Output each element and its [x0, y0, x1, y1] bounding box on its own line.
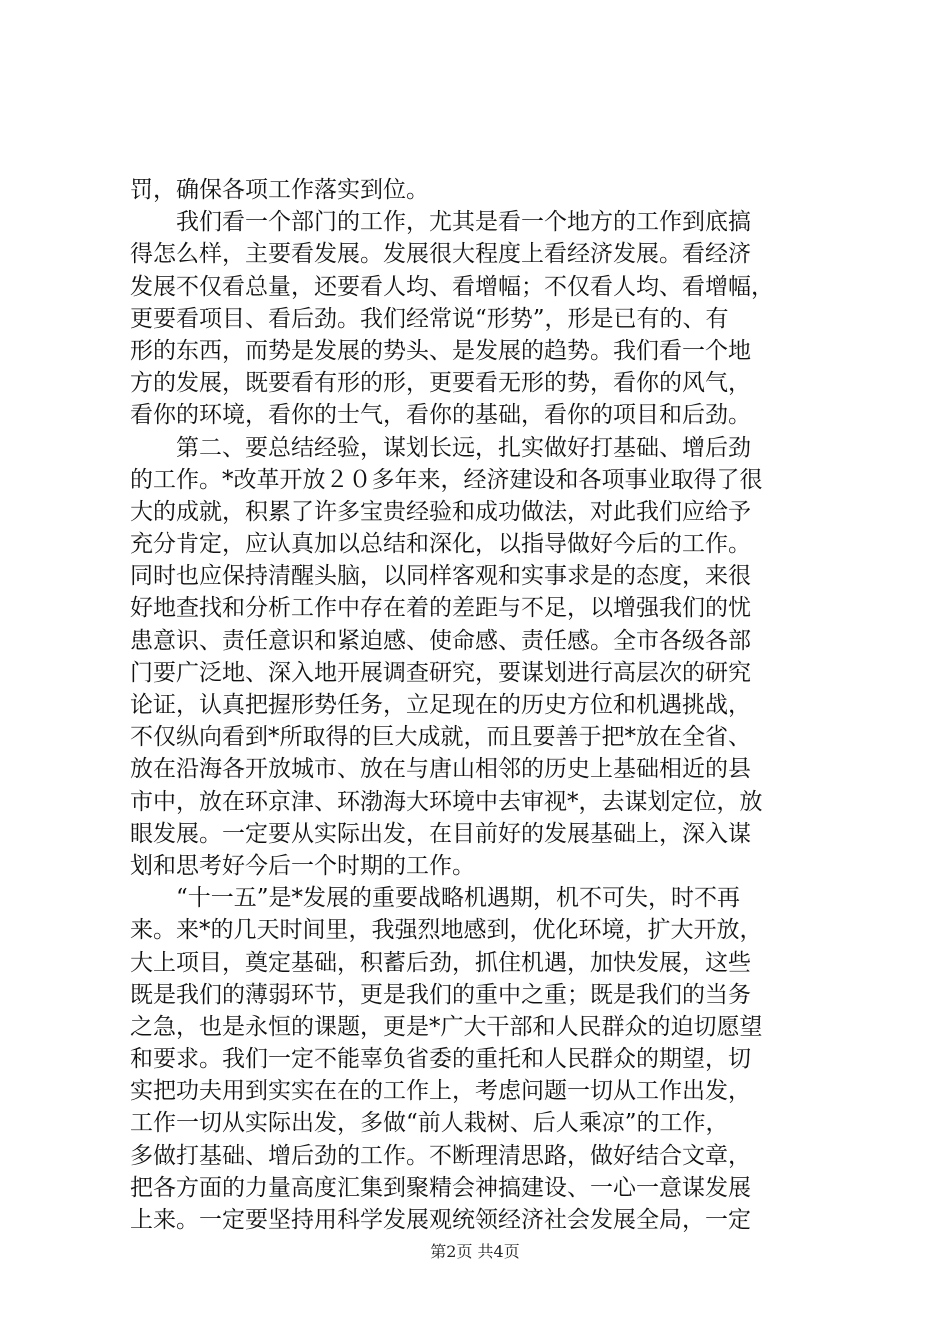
text-line: 方的发展，既要看有形的形，更要看无形的势，看你的风气， [130, 370, 751, 397]
text-line: 我们看一个部门的工作，尤其是看一个地方的工作到底搞 [176, 209, 751, 236]
text-line: 上来。一定要坚持用科学发展观统领经济社会发展全局，一定 [130, 1207, 751, 1233]
page-number-footer: 第2页 共4页 [430, 1242, 520, 1261]
text-line: 罚，确保各项工作落实到位。 [130, 177, 429, 203]
text-line: 更要看项目、看后劲。我们经常说“形势”，形是已有的、有 [130, 305, 729, 332]
document-body [130, 174, 830, 1236]
text-line: 好地查找和分析工作中存在着的差距与不足，以增强我们的忧 [130, 595, 751, 622]
text-line: 患意识、责任意识和紧迫感、使命感、责任感。全市各级各部 [130, 627, 751, 654]
text-line: 门要广泛地、深入地开展调查研究，要谋划进行高层次的研究 [130, 659, 751, 686]
text-line: 眼发展。一定要从实际出发，在目前好的发展基础上，深入谋 [130, 820, 751, 847]
text-line: 来。来*的几天时间里，我强烈地感到，优化环境，扩大开放， [130, 917, 763, 944]
text-line: 大的成就，积累了许多宝贵经验和成功做法，对此我们应给予 [130, 498, 751, 525]
text-line: 看你的环境，看你的士气，看你的基础，看你的项目和后劲。 [130, 402, 751, 429]
text-line: 划和思考好今后一个时期的工作。 [130, 852, 475, 879]
text-line: 发展不仅看总量，还要看人均、看增幅；不仅看人均、看增幅， [130, 273, 774, 300]
text-line: 市中，放在环京津、环渤海大环境中去审视*，去谋划定位，放 [130, 788, 763, 815]
text-line: 大上项目，奠定基础，积蓄后劲，抓住机遇，加快发展，这些 [130, 949, 751, 976]
text-line: 工作一切从实际出发，多做“前人栽树、后人乘凉”的工作， [130, 1110, 729, 1137]
text-line: 同时也应保持清醒头脑，以同样客观和实事求是的态度，来很 [130, 563, 751, 590]
text-line: 第二、要总结经验，谋划长远，扎实做好打基础、增后劲 [176, 434, 751, 461]
text-line: 把各方面的力量高度汇集到聚精会神搞建设、一心一意谋发展 [130, 1174, 751, 1201]
text-line: 多做打基础、增后劲的工作。不断理清思路，做好结合文章， [130, 1142, 751, 1169]
text-line: 论证，认真把握形势任务，立足现在的历史方位和机遇挑战， [130, 692, 751, 718]
text-line: 不仅纵向看到*所取得的巨大成就，而且要善于把*放在全省、 [130, 724, 751, 751]
text-line: 形的东西，而势是发展的势头、是发展的趋势。我们看一个地 [130, 337, 751, 364]
text-line: 的工作。*改革开放２０多年来，经济建设和各项事业取得了很 [130, 466, 763, 493]
text-line: 和要求。我们一定不能辜负省委的重托和人民群众的期望，切 [130, 1046, 751, 1073]
text-line: 之急，也是永恒的课题，更是*广大干部和人民群众的迫切愿望 [130, 1013, 763, 1040]
text-line: 得怎么样，主要看发展。发展很大程度上看经济发展。看经济 [130, 241, 751, 268]
text-line: 实把功夫用到实实在在的工作上，考虑问题一切从工作出发， [130, 1078, 751, 1105]
text-line: 既是我们的薄弱环节，更是我们的重中之重；既是我们的当务 [130, 981, 751, 1008]
text-line: “十一五”是*发展的重要战略机遇期，机不可失，时不再 [176, 885, 741, 912]
text-line: 充分肯定，应认真加以总结和深化，以指导做好今后的工作。 [130, 531, 751, 558]
text-line: 放在沿海各开放城市、放在与唐山相邻的历史上基础相近的县 [130, 756, 751, 783]
